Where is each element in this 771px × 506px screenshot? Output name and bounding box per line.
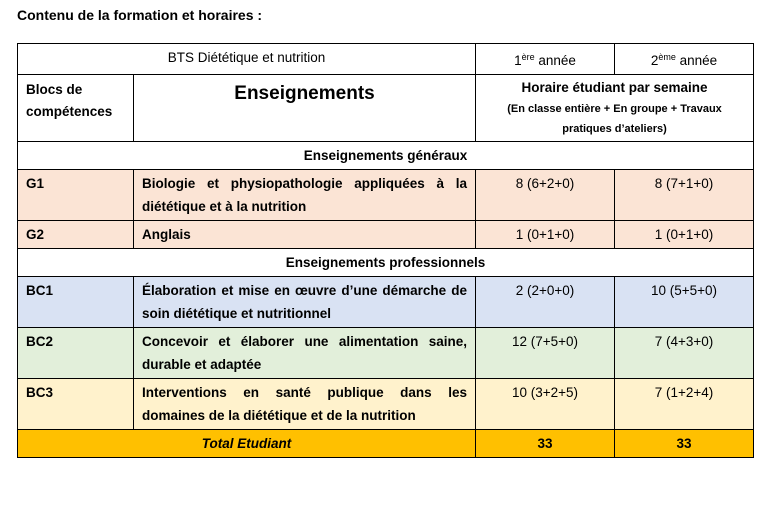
total-year1: 33 <box>476 430 615 458</box>
total-row <box>18 430 754 458</box>
total-year2: 33 <box>615 430 754 458</box>
row-year1: 1 (0+1+0) <box>476 221 615 249</box>
row-label: Élaboration et mise en œuvre d’une démarche de soin diététique et nutritionnel <box>134 277 476 328</box>
row-code: BC1 <box>18 277 134 328</box>
horaire-detail: (En classe entière + En groupe + Travaux pratiques d’ateliers) <box>507 103 722 135</box>
col-enseignements-header <box>134 75 476 142</box>
enseignements-label: Enseignements <box>234 83 375 104</box>
table-row <box>18 277 754 328</box>
table-row <box>18 328 754 379</box>
schedule-table <box>17 43 754 458</box>
row-label: Concevoir et élaborer une alimentation saine, durable et adaptée <box>134 328 476 379</box>
col-horaire-header <box>476 75 754 142</box>
row-code: BC2 <box>18 328 134 379</box>
row-code: G1 <box>18 170 134 221</box>
year2-number: 2 <box>650 53 659 68</box>
section-general: Enseignements généraux <box>18 142 754 170</box>
row-year1: 10 (3+2+5) <box>476 379 615 430</box>
year2-superscript: ème <box>658 52 676 62</box>
row-label: Anglais <box>134 221 476 249</box>
row-year2: 7 (1+2+4) <box>615 379 754 430</box>
section-pro: Enseignements professionnels <box>18 249 754 277</box>
header-row <box>18 44 754 75</box>
year1-number: 1 <box>514 53 522 68</box>
row-code: G2 <box>18 221 134 249</box>
row-year2: 10 (5+5+0) <box>615 277 754 328</box>
year1-header <box>476 44 615 75</box>
row-year2: 7 (4+3+0) <box>615 328 754 379</box>
section-general-row <box>18 142 754 170</box>
row-year1: 2 (2+0+0) <box>476 277 615 328</box>
col-blocs-header: Blocs de compétences <box>18 75 134 142</box>
row-label: Biologie et physiopathologie appliquées à la diététique et à la nutrition <box>134 170 476 221</box>
table-row <box>18 221 754 249</box>
year2-header <box>615 44 754 75</box>
table-row <box>18 170 754 221</box>
row-year1: 8 (6+2+0) <box>476 170 615 221</box>
year1-suffix: année <box>534 53 576 68</box>
page-heading: Contenu de la formation et horaires : <box>17 7 263 23</box>
table-title: BTS Diététique et nutrition <box>18 44 476 75</box>
year2-suffix: année <box>675 53 718 68</box>
year1-superscript: ère <box>521 52 535 62</box>
row-year2: 1 (0+1+0) <box>615 221 754 249</box>
row-year2: 8 (7+1+0) <box>615 170 754 221</box>
row-code: BC3 <box>18 379 134 430</box>
table-row <box>18 379 754 430</box>
section-pro-row <box>18 249 754 277</box>
row-year1: 12 (7+5+0) <box>476 328 615 379</box>
horaire-label: Horaire étudiant par semaine <box>521 80 708 95</box>
column-header-row <box>18 75 754 142</box>
row-label: Interventions en santé publique dans les domaines de la diététique et de la nutrition <box>134 379 476 430</box>
total-label: Total Etudiant <box>18 430 476 458</box>
